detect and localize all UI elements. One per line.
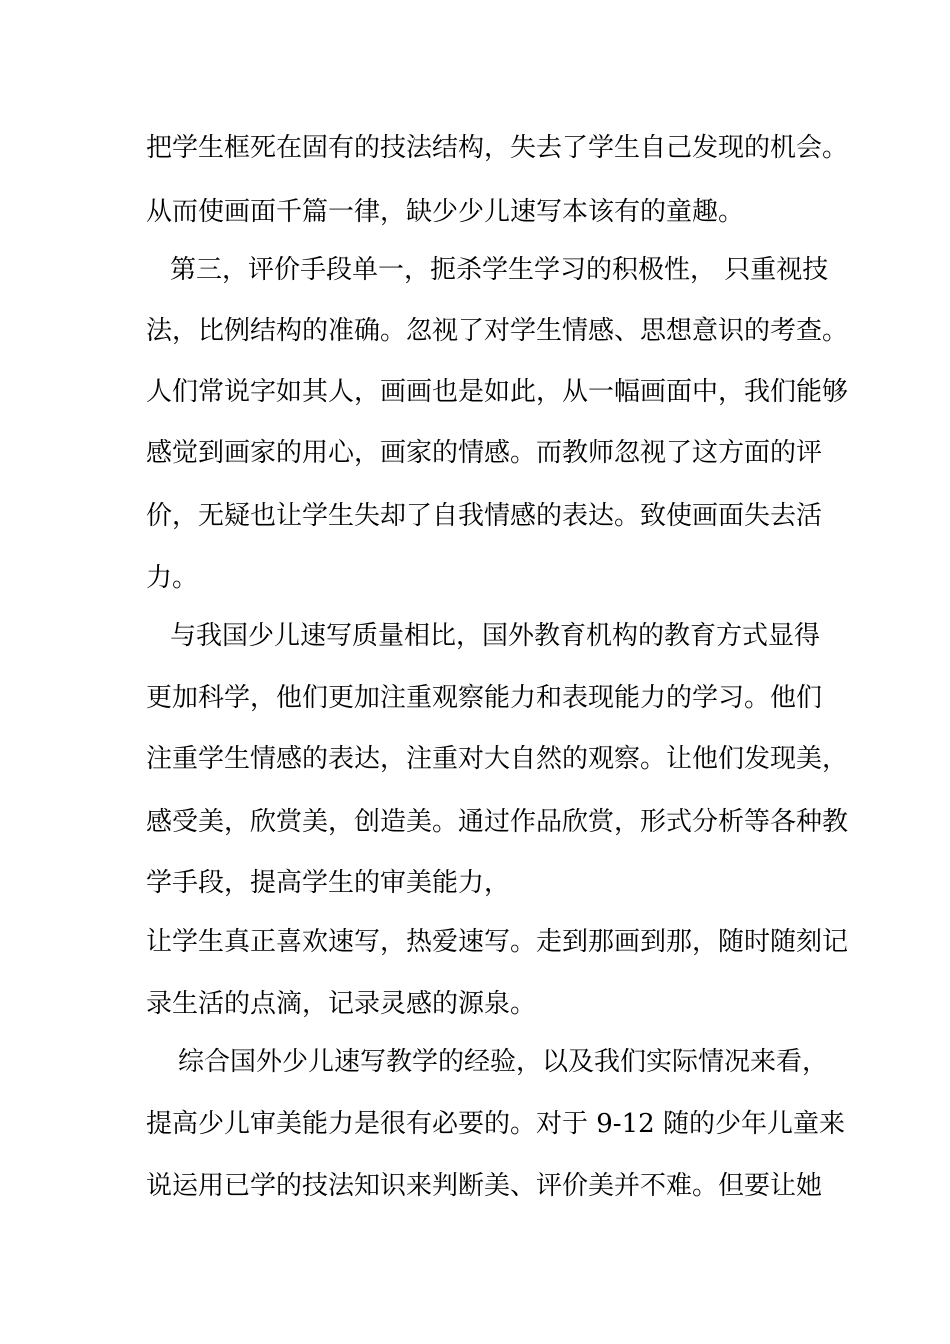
text-line-17: 提高少儿审美能力是很有必要的。对于 9-12 随的少年儿童来: [146, 1109, 845, 1139]
text-line-9: 与我国少儿速写质量相比，国外教育机构的教育方式显得: [170, 621, 821, 651]
text-line-18: 说运用已学的技法知识来判断美、评价美并不难。但要让她: [146, 1171, 823, 1201]
text-line-8: 力。: [146, 563, 199, 593]
text-line-3: 第三，评价手段单一，扼杀学生学习的积极性， 只重视技: [170, 255, 829, 285]
text-line-16: 综合国外少儿速写教学的经验，以及我们实际情况来看，: [178, 1047, 829, 1077]
text-line-13: 学手段，提高学生的审美能力，: [146, 868, 511, 898]
text-line-11: 注重学生情感的表达，注重对大自然的观察。让他们发现美，: [146, 744, 849, 774]
text-line-6: 感觉到画家的用心，画家的情感。而教师忽视了这方面的评: [146, 438, 823, 468]
text-line-1: 把学生框死在固有的技法结构，失去了学生自己发现的机会。: [146, 133, 849, 163]
text-line-5: 人们常说字如其人，画画也是如此，从一幅画面中，我们能够: [146, 377, 849, 407]
text-line-15: 录生活的点滴，记录灵感的源泉。: [146, 989, 537, 1019]
text-line-2: 从而使画面千篇一律，缺少少儿速写本该有的童趣。: [146, 197, 745, 227]
text-line-7: 价，无疑也让学生失却了自我情感的表达。致使画面失去活: [146, 501, 823, 531]
text-line-10: 更加科学，他们更加注重观察能力和表现能力的学习。他们: [146, 683, 823, 713]
text-line-14: 让学生真正喜欢速写，热爱速写。走到那画到那，随时随刻记: [146, 927, 849, 957]
text-line-12: 感受美，欣赏美，创造美。通过作品欣赏，形式分析等各种教: [146, 807, 849, 837]
text-line-4: 法，比例结构的准确。忽视了对学生情感、思想意识的考查。: [146, 316, 849, 346]
